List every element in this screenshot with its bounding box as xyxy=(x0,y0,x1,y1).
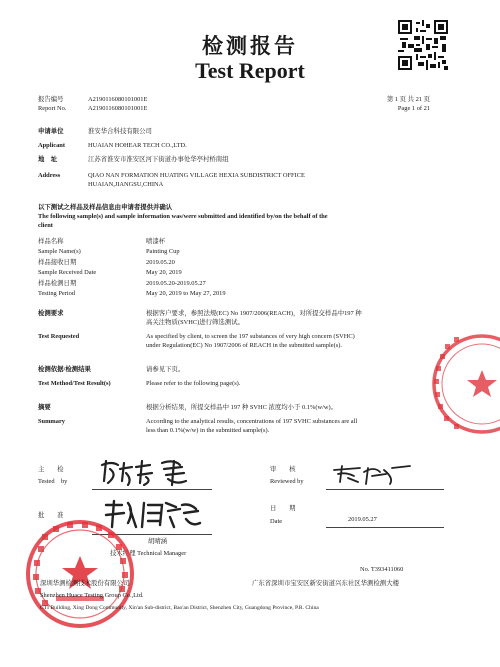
tested-signature-line xyxy=(92,489,212,490)
method-en-value: Please refer to the following page(s). xyxy=(146,380,241,387)
applicant-en-label: Applicant xyxy=(38,142,65,149)
bottom-left-official-seal xyxy=(20,512,148,640)
address-en-label: Address xyxy=(38,172,61,179)
reviewed-signature-line xyxy=(326,489,444,490)
requested-en-value-2: under Regulation(EC) No 1907/2006 of REACH in the submitted sample(s). xyxy=(146,342,342,349)
received-en-value: May 20, 2019 xyxy=(146,269,182,276)
applicant-cn-value: 淮安华合科技有限公司 xyxy=(88,128,152,135)
summary-en-value-2: less than 0.1%(w/w) in the submitted sample(s). xyxy=(146,427,270,434)
page-en: Page 1 of 21 xyxy=(397,105,430,112)
sample-name-en-value: Painting Cup xyxy=(146,248,180,255)
page-cn: 第 1 页 共 21 页 xyxy=(386,96,430,103)
requested-en-label: Test Requested xyxy=(38,333,80,340)
footer-no: No. T393411060 xyxy=(360,566,404,573)
received-cn-value: 2019.05.20 xyxy=(146,259,175,266)
reviewed-by-en: Reviewed by xyxy=(270,478,304,485)
reviewed-by-cn: 审 核 xyxy=(270,466,296,473)
sample-intro-cn: 以下测试之样品及样品信息由申请者提供并确认 xyxy=(38,204,173,211)
address-en-value-2: HUAIAN,JIANGSU,CHINA xyxy=(88,181,164,188)
report-no-value-1: A2190116080101001E xyxy=(88,96,148,103)
qr-code-icon xyxy=(398,20,448,70)
method-en-label: Test Method/Test Result(s) xyxy=(38,380,111,387)
method-cn-label: 检测依据/检测结果 xyxy=(38,366,91,373)
testing-en-label: Testing Period xyxy=(38,290,76,297)
sample-name-cn-label: 样品名称 xyxy=(38,238,64,245)
footer-company-en: Shenzhen Huace Testing Group Co.,Ltd. xyxy=(40,592,144,599)
address-cn-value: 江苏省淮安市淮安区河下街道办事处华亭村桥南组 xyxy=(88,156,229,163)
requested-en-value-1: As specified by client, to screen the 197 substances of very high concern (SVHC) xyxy=(146,333,355,340)
requested-cn-value-2: 高关注物质(SVHC)进行筛选测试。 xyxy=(146,319,244,326)
testing-cn-label: 样品检测日期 xyxy=(38,280,77,287)
footer-address-cn: 广东省深圳市宝安区新安街道兴东社区华测检测大楼 xyxy=(252,580,399,587)
sample-intro-en-1: The following sample(s) and sample information was/were submitted and identified by/on the behalf of the xyxy=(38,213,328,220)
summary-cn-value: 根据分析结果，所提交样品中 197 种 SVHC 浓度均小于 0.1%(w/w)。 xyxy=(146,404,338,411)
address-cn-label: 地 址 xyxy=(38,156,58,163)
date-line xyxy=(326,527,444,528)
date-value: 2019.05.27 xyxy=(348,516,377,523)
date-cn-label: 日 期 xyxy=(270,505,296,512)
tested-by-en: Tested by xyxy=(38,478,68,485)
address-en-value-1: QIAO NAN FORMATION HUATING VILLAGE HEXIA SUBDISTRICT OFFICE xyxy=(88,172,305,179)
summary-en-label: Summary xyxy=(38,418,65,425)
footer-company-cn: 深圳华测检测技术股份有限公司 xyxy=(40,580,130,587)
manager-title: 技术经理 Technical Manager xyxy=(110,550,187,557)
title-chinese: 检测报告 xyxy=(202,34,298,58)
testing-cn-value: 2019.05.20-2019.05.27 xyxy=(146,280,206,287)
applicant-en-value: HUAIAN HOHEAR TECH CO.,LTD. xyxy=(88,142,187,149)
footer-address-en: CTI Building, Xing Dong Community, Xin'an Sub-district, Bao'an District, Shenzhen City, Guangdong Province, P.R. China xyxy=(40,605,319,611)
reviewer-signature xyxy=(330,460,420,488)
approved-cn: 批 准 xyxy=(38,512,64,519)
report-no-en-label: Report No. xyxy=(38,105,67,112)
summary-en-value-1: According to the analytical results, concentrations of 197 SVHC substances are all xyxy=(146,418,358,425)
summary-cn-label: 摘要 xyxy=(38,404,51,411)
applicant-cn-label: 申请单位 xyxy=(38,128,64,135)
sample-intro-en-2: client xyxy=(38,222,53,229)
tested-by-cn: 主 检 xyxy=(38,466,64,473)
date-en-label: Date xyxy=(270,518,283,525)
method-cn-value: 请参见下页。 xyxy=(146,366,185,373)
received-en-label: Sample Received Date xyxy=(38,269,97,276)
requested-cn-value-1: 根据客户要求，参照法规(EC) No 1907/2006(REACH)，对所提交样品中197 种 xyxy=(146,310,362,317)
testing-en-value: May 20, 2019 to May 27, 2019 xyxy=(146,290,226,297)
requested-cn-label: 检测要求 xyxy=(38,310,64,317)
right-official-seal xyxy=(420,324,500,444)
report-no-value-2: A2190116080101001E xyxy=(88,105,148,112)
report-no-cn-label: 报告编号 xyxy=(38,96,64,103)
tester-signature xyxy=(96,455,206,489)
manager-name: 胡晴涵 xyxy=(148,538,168,545)
sample-name-cn-value: 喷漆杯 xyxy=(146,238,166,245)
title-english: Test Report xyxy=(195,58,305,83)
sample-name-en-label: Sample Name(s) xyxy=(38,248,81,255)
received-cn-label: 样品接收日期 xyxy=(38,259,77,266)
